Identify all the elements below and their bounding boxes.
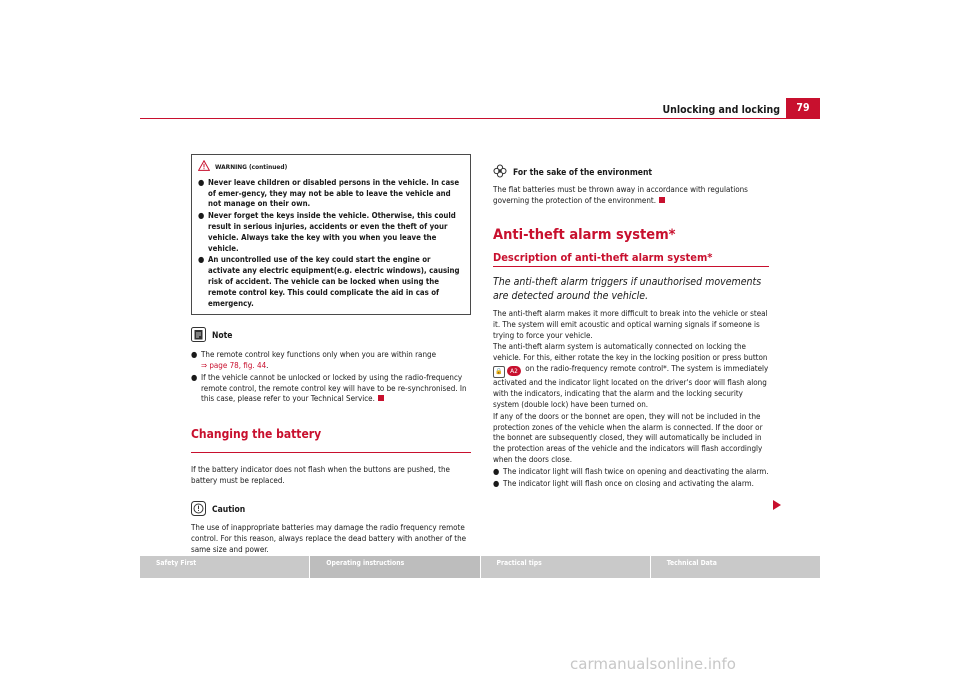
caution-title: Caution <box>212 504 246 515</box>
note-title: Note <box>212 331 233 342</box>
section-title: Changing the battery <box>191 427 322 442</box>
body-paragraph: The anti-theft alarm system is automatically connected on locking the vehicle. For this, either rotate the key in the locking position or press button 🔒 A2 on the radio-frequency remote control*. The system is immediately activated and the indicator light located on the driver's door will flash along with the indicators, indicating that the alarm and the locking security system (double lock) have been turned on. <box>493 342 769 409</box>
note-bullet: ● If the vehicle cannot be unlocked or locked by using the radio-frequency remote control, the remote control key will have to be re-synchronised. In this case, please refer to your Technical Service. <box>191 372 467 404</box>
chapter-title: Unlocking and locking <box>662 104 780 116</box>
section-rule <box>191 452 471 453</box>
environment-title: For the sake of the environment <box>513 167 653 178</box>
end-marker-icon <box>659 197 665 203</box>
end-marker-icon <box>378 395 384 401</box>
main-section-title: Anti-theft alarm system* <box>493 227 676 244</box>
note-icon <box>191 327 206 346</box>
caution-text: The use of inappropriate batteries may damage the radio frequency remote control. For this reason, always replace the dead battery with another of the same size and power. <box>191 523 467 554</box>
note-bullet: ● The remote control key functions only when you are within range ⇒ page 78, fig. 44. <box>191 350 437 370</box>
warning-bullet: ● Never forget the keys inside the vehicle. Otherwise, this could result in serious injuries, accidents or even the theft of your vehicle. Always take the key with you when you leave the vehicle. <box>198 211 456 253</box>
body-paragraph: The anti-theft alarm makes it more difficult to break into the vehicle or steal it. The system will emit acoustic and optical warning signals if someone is trying to force your vehicle. <box>493 308 768 340</box>
warning-header <box>198 160 464 175</box>
tab-operating-instructions[interactable]: Operating instructions <box>310 556 479 578</box>
tab-practical-tips[interactable]: Practical tips <box>481 556 650 578</box>
tab-safety-first[interactable]: Safety First <box>140 556 309 578</box>
warning-bullet: ● An uncontrolled use of the key could start the engine or activate any electric equipment(e.g. electric windows), causing risk of accident. The vehicle can be locked when using the remote control key. This could complicate the aid in cas of emergency. <box>198 255 460 308</box>
right-column <box>493 164 769 490</box>
environment-header <box>493 164 769 182</box>
continue-arrow-icon <box>773 500 781 510</box>
footer-nav <box>140 556 820 578</box>
warning-title: WARNING (continued) <box>215 163 288 171</box>
subsection-title: Description of anti-theft alarm system* <box>493 251 713 265</box>
tab-technical-data[interactable]: Technical Data <box>651 556 820 578</box>
body-paragraph: If any of the doors or the bonnet are open, they will not be included in the protection zones of the vehicle when the alarm is connected. If the door or the bonnet are subsequently closed, they will automatically be included in the protection areas of the vehicle and the indicators will flash accordingly when the doors close. <box>493 411 763 464</box>
subsection-rule <box>493 266 769 267</box>
intro-text: The anti-theft alarm triggers if unauthorised movements are detected around the vehicle. <box>493 275 762 302</box>
environment-flower-icon <box>493 164 507 182</box>
note-header <box>191 327 471 346</box>
warning-box <box>191 154 471 315</box>
header-rule <box>140 118 820 119</box>
button-badge: A2 <box>507 366 521 376</box>
caution-header <box>191 501 471 520</box>
key-lock-icon: 🔒 <box>493 366 505 378</box>
warning-icon <box>198 160 210 175</box>
left-column <box>191 154 471 557</box>
watermark: carmanualsonline.info <box>570 655 736 673</box>
list-item: ● The indicator light will flash once on closing and activating the alarm. <box>493 478 754 488</box>
caution-icon <box>191 501 206 520</box>
warning-bullet: ● Never leave children or disabled persons in the vehicle. In case of emer-gency, they may not be able to leave the vehicle and not manage on their own. <box>198 177 460 209</box>
list-item: ● The indicator light will flash twice on opening and deactivating the alarm. <box>493 466 769 476</box>
environment-text: The flat batteries must be thrown away in accordance with regulations governing the protection of the environment. <box>493 184 748 205</box>
battery-text: If the battery indicator does not flash when the buttons are pushed, the battery must be replaced. <box>191 464 450 485</box>
page-number: 79 <box>786 98 820 118</box>
page-link[interactable]: ⇒ page 78, fig. 44 <box>201 360 267 370</box>
